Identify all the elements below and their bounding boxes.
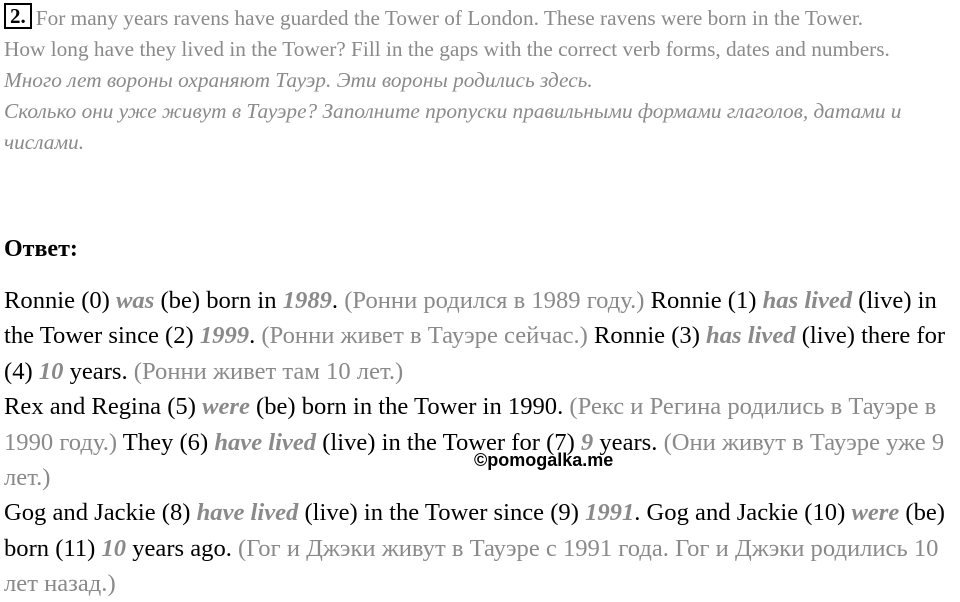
task-instruction-en-1 — [4, 3, 954, 34]
gap-answer-11: 10 — [101, 534, 127, 562]
answer-text-segment: . — [331, 287, 345, 314]
translation-note: (Они живут в Тауэре уже 9 лет.) — [4, 428, 945, 492]
answer-text-segment: (be) born in the Tower in 1990. — [249, 393, 570, 421]
answer-text-segment: (live) in the Tower for (7) — [316, 428, 581, 456]
gap-answer-6: have lived — [214, 428, 317, 456]
gap-answer-1: has lived — [762, 287, 853, 314]
translation-note: (Ронни живет в Тауэре сейчас.) — [261, 322, 588, 350]
answer-heading: Ответ: — [4, 236, 78, 262]
gap-answer-3: has lived — [706, 322, 796, 350]
translation-note: (Гог и Джэки живут в Тауэре с 1991 года. Гог и Джэки родились 10 лет назад.) — [4, 534, 939, 598]
answer-text-segment: . — [249, 322, 262, 350]
answer-text-segment: Ronnie (3) — [587, 322, 707, 350]
gap-answer-2: 1999 — [199, 322, 250, 350]
gap-answer-7: 9 — [580, 428, 594, 456]
answer-text-segment: (live) there for (4) — [4, 322, 946, 385]
task-instruction-ru-1: Много лет вороны охраняют Тауэр. Эти вороны родились здесь. — [4, 68, 593, 92]
answer-text-segment: (live) in the Tower since (2) — [4, 287, 937, 350]
gap-answer-0: was — [116, 287, 155, 314]
answer-text-segment: Gog and Jackie (8) — [4, 499, 197, 527]
gap-answer-4: 10 — [38, 357, 64, 385]
answer-text-segment: They (6) — [117, 428, 215, 456]
gap-answer-5: were — [202, 393, 250, 421]
answer-text-segment: (be) born (11) — [4, 499, 945, 562]
answer-paragraph-gog-jackie — [4, 495, 954, 601]
gap-answer-10: were — [851, 499, 900, 527]
answer-text-segment: . Gog and Jackie (10) — [634, 499, 852, 527]
answer-text-segment: years ago. — [126, 534, 239, 562]
task-block — [4, 3, 954, 158]
translation-note: (Ронни живет там 10 лет.) — [133, 357, 404, 385]
answer-text-segment: Ronnie (1) — [644, 287, 763, 314]
watermark: ©pomogalka.me — [474, 450, 614, 470]
answer-paragraph-ronnie — [4, 283, 954, 389]
answer-text-segment: years. — [593, 428, 664, 456]
task-number: 2. — [4, 3, 32, 29]
instruction-en-1-text: For many years ravens have guarded the Tower of London. These ravens were born in the Tower. — [35, 6, 864, 30]
answer-text-segment: Ronnie (0) — [4, 287, 117, 314]
answer-text-segment: (live) in the Tower since (9) — [298, 499, 586, 527]
answer-text-segment: Rex and Regina (5) — [4, 393, 203, 421]
task-instruction-en-2: How long have they lived in the Tower? Fill in the gaps with the correct verb forms, dates and numbers. — [4, 37, 890, 61]
translation-note: (Рекс и Регина родились в Тауэре в 1990 году.) — [4, 393, 937, 456]
gap-answer-1989: 1989 — [282, 287, 332, 314]
answer-text-segment: (be) born in — [154, 287, 283, 314]
task-instruction-ru-2: Сколько они уже живут в Тауэре? Заполните пропуски правильными формами глаголов, датами и числами. — [4, 99, 902, 154]
answer-paragraph-rex-regina — [4, 389, 954, 495]
translation-note: (Ронни родился в 1989 году.) — [344, 287, 645, 314]
answer-text — [4, 283, 954, 602]
answer-text-segment: years. — [63, 357, 134, 385]
gap-answer-8: have lived — [196, 499, 299, 527]
gap-answer-9: 1991 — [585, 499, 635, 527]
